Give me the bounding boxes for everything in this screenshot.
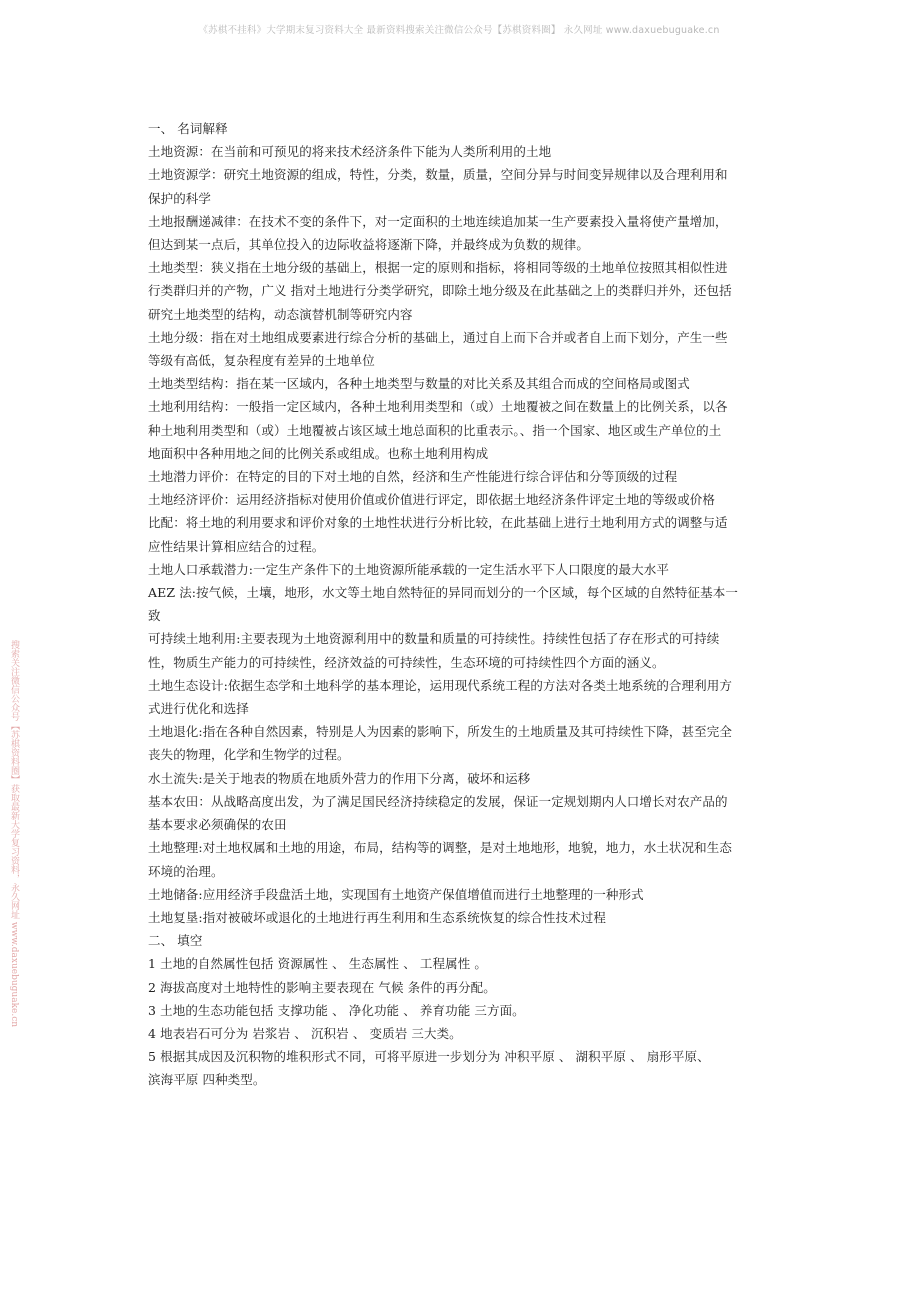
text-line: 丧失的物理，化学和生物学的过程。 bbox=[148, 747, 350, 763]
text-line: 应性结果计算相应结合的过程。 bbox=[148, 538, 325, 554]
text-line: 基本要求必须确保的农田 bbox=[148, 817, 287, 833]
text-line: 地面积中各种用地之间的比例关系或组成。也称土地利用构成 bbox=[148, 445, 489, 461]
text-line: 等级有高低，复杂程度有差异的土地单位 bbox=[148, 353, 375, 369]
text-line: 但达到某一点后，其单位投入的边际收益将逐渐下降，并最终成为负数的规律。 bbox=[148, 237, 590, 253]
text-line: 水土流失:是关于地表的物质在地质外营力的作用下分离，破坏和运移 bbox=[148, 770, 531, 786]
fill-in-line: 3 土地的生态功能包括 支撑功能 、 净化功能 、 养育功能 三方面。 bbox=[148, 1002, 525, 1018]
text-line: 土地人口承载潜力:一定生产条件下的土地资源所能承载的一定生活水平下人口限度的最大水平 bbox=[148, 561, 669, 577]
text-line: 土地资源：在当前和可预见的将来技术经济条件下能为人类所利用的土地 bbox=[148, 144, 552, 160]
text-line: 研究土地类型的结构，动态演替机制等研究内容 bbox=[148, 306, 413, 322]
fill-in-line: 2 海拔高度对土地特性的影响主要表现在 气候 条件的再分配。 bbox=[148, 979, 496, 995]
text-line: 土地整理:对土地权属和土地的用途，布局，结构等的调整，是对土地地形，地貌，地力，水土状况和生态 bbox=[148, 840, 732, 856]
text-line: 环境的治理。 bbox=[148, 863, 224, 879]
document-body bbox=[148, 117, 776, 1092]
text-line: 行类群归并的产物，广义 指对土地进行分类学研究，即除土地分级及在此基础之上的类群归并外，还包括 bbox=[148, 283, 732, 299]
text-line: 土地复垦:指对被破坏或退化的土地进行再生利用和生态系统恢复的综合性技术过程 bbox=[148, 909, 606, 925]
text-line: 土地生态设计:依据生态学和土地科学的基本理论，运用现代系统工程的方法对各类土地系统的合理利用方 bbox=[148, 677, 732, 693]
fill-in-line: 5 根据其成因及沉积物的堆积形式不同，可将平原进一步划分为 冲积平原 、 湖积平原 、 扇形平原、 bbox=[148, 1049, 710, 1065]
text-line: AEZ 法:按气候，土壤，地形，水文等土地自然特征的异同而划分的一个区域，每个区域的自然特征基本一 bbox=[148, 585, 738, 601]
text-line: 土地利用结构：一般指一定区域内，各种土地利用类型和（或）土地覆被之间在数量上的比例关系，以各 bbox=[148, 399, 728, 415]
text-line: 式进行优化和选择 bbox=[148, 701, 249, 717]
fill-in-line: 滨海平原 四种类型。 bbox=[148, 1072, 266, 1088]
text-line: 保护的科学 bbox=[148, 190, 212, 206]
text-line: 土地报酬递减律：在技术不变的条件下，对一定面积的土地连续追加某一生产要素投入量将使产量增加， bbox=[148, 213, 728, 229]
text-line: 土地储备:应用经济手段盘活土地，实现国有土地资产保值增值而进行土地整理的一种形式 bbox=[148, 886, 644, 902]
text-line: 土地类型：狭义指在土地分级的基础上，根据一定的原则和指标，将相同等级的土地单位按照其相似性进 bbox=[148, 260, 728, 276]
text-line: 可持续土地利用:主要表现为土地资源利用中的数量和质量的可持续性。持续性包括了存在形式的可持续 bbox=[148, 631, 720, 647]
fill-in-line: 4 地表岩石可分为 岩浆岩 、 沉积岩 、 变质岩 三大类。 bbox=[148, 1025, 462, 1041]
text-line: 土地经济评价：运用经济指标对使用价值或价值进行评定，即依据土地经济条件评定土地的等级或价格 bbox=[148, 492, 716, 508]
text-line: 土地分级：指在对土地组成要素进行综合分析的基础上，通过自上而下合并或者自上而下划分，产生一些 bbox=[148, 329, 728, 345]
text-line: 土地潜力评价：在特定的目的下对土地的自然，经济和生产性能进行综合评估和分等顶级的过程 bbox=[148, 469, 678, 485]
text-line: 性，物质生产能力的可持续性，经济效益的可持续性，生态环境的可持续性四个方面的涵义。 bbox=[148, 654, 665, 670]
side-watermark: 搜索关注微信公众号【苏棋资料圈】获取最新大学复习资料，永久网址 www.daxuebuguake.cn bbox=[9, 640, 19, 1028]
text-line: 土地退化:指在各种自然因素，特别是人为因素的影响下，所发生的土地质量及其可持续性下降，甚至完全 bbox=[148, 724, 732, 740]
text-line: 土地资源学：研究土地资源的组成，特性，分类，数量，质量，空间分异与时间变异规律以及合理利用和 bbox=[148, 167, 728, 183]
section-heading: 一、 名词解释 bbox=[148, 121, 228, 136]
text-line: 比配：将土地的利用要求和评价对象的土地性状进行分析比较，在此基础上进行土地利用方式的调整与适 bbox=[148, 515, 728, 531]
text-line: 基本农田：从战略高度出发，为了满足国民经济持续稳定的发展，保证一定规划期内人口增长对农产品的 bbox=[148, 793, 728, 809]
text-line: 种土地利用类型和（或）土地覆被占该区域土地总面积的比重表示。、指一个国家、地区或生产单位的土 bbox=[148, 422, 722, 438]
text-line: 致 bbox=[148, 608, 161, 624]
text-line: 土地类型结构：指在某一区域内，各种土地类型与数量的对比关系及其组合而成的空间格局或图式 bbox=[148, 376, 690, 392]
section-heading: 二、 填空 bbox=[148, 933, 203, 949]
fill-in-line: 1 土地的自然属性包括 资源属性 、 生态属性 、 工程属性 。 bbox=[148, 956, 487, 972]
header-watermark: 《苏棋不挂科》大学期末复习资料大全 最新资料搜索关注微信公众号【苏棋资料圈】 永久网址 www.daxuebuguake.cn bbox=[198, 25, 720, 36]
